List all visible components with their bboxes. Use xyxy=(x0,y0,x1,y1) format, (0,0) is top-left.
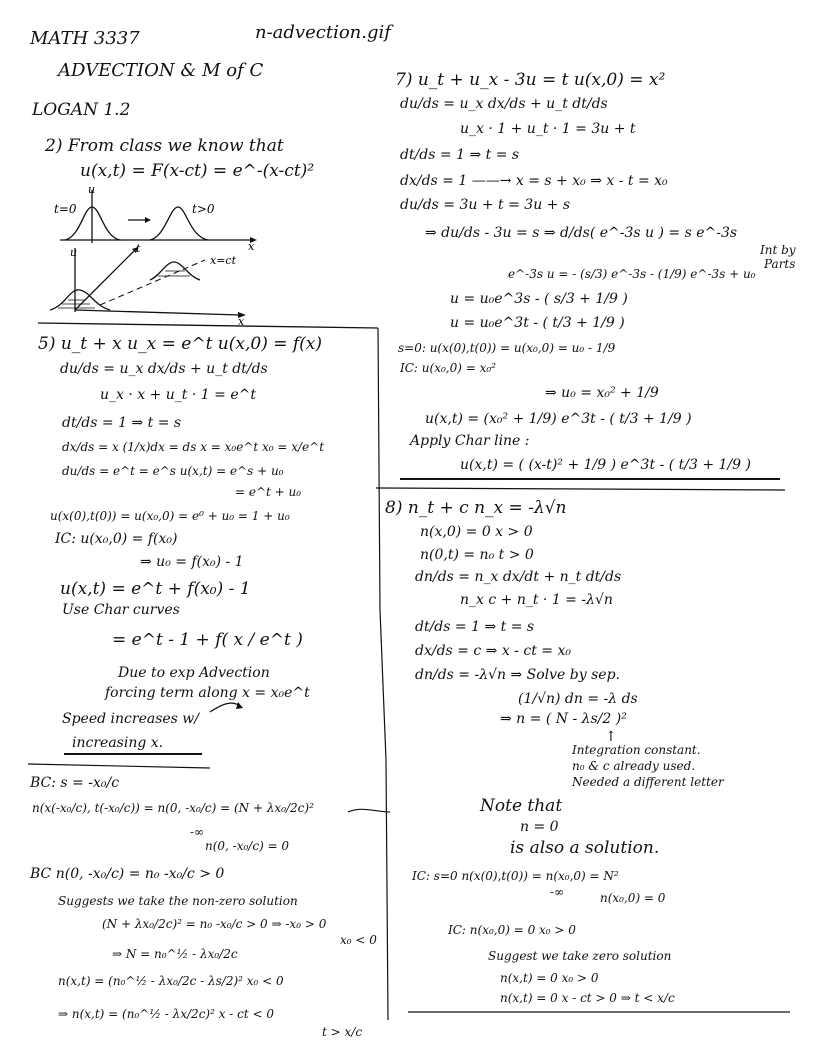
note-line-2: is also a solution. xyxy=(510,838,660,858)
bc-line-6: (N + λx₀/2c)² = n₀ -x₀/c > 0 ⇒ -x₀ > 0 xyxy=(102,917,327,931)
p5-line-7: u(x(0),t(0)) = u(x₀,0) = e⁰ + u₀ = 1 + u₀ xyxy=(50,509,290,523)
fig1-axis-x: x xyxy=(248,240,255,253)
p7-line-13: IC: u(x₀,0) = x₀² xyxy=(400,361,496,375)
bc-line-8: ⇒ N = n₀^½ - λx₀/2c xyxy=(112,947,238,961)
ic-line-6: n(x,t) = 0 x - ct > 0 ⇒ t < x/c xyxy=(500,991,675,1005)
p5-line-11: Use Char curves xyxy=(62,602,180,618)
p2-line-2: u(x,t) = F(x-ct) = e^-(x-ct)² xyxy=(80,161,315,181)
p8-line-3: dn/ds = n_x dx/dt + n_t dt/ds xyxy=(415,569,622,585)
ic-line-1: -∞ xyxy=(550,885,565,899)
bc-line-11: t > x/c xyxy=(322,1025,363,1039)
p5-line-12: = e^t - 1 + f( x / e^t ) xyxy=(112,630,303,650)
p5-line-15: Speed increases w/ xyxy=(62,711,199,727)
p8-line-2: n(0,t) = n₀ t > 0 xyxy=(420,547,534,563)
p7-line-2: u_x · 1 + u_t · 1 = 3u + t xyxy=(460,121,636,137)
bc-line-4: BC n(0, -x₀/c) = n₀ -x₀/c > 0 xyxy=(30,866,225,882)
p8-line-13: Needed a different letter xyxy=(572,775,724,789)
p5-line-1: du/ds = u_x dx/ds + u_t dt/ds xyxy=(60,361,268,377)
fig1-label-t0: t=0 xyxy=(54,202,77,216)
bc-line-5: Suggests we take the non-zero solution xyxy=(58,894,298,908)
fig1-label-t1: t>0 xyxy=(192,202,215,216)
bc-line-9: n(x,t) = (n₀^½ - λx₀/2c - λs/2)² x₀ < 0 xyxy=(58,974,284,988)
bc-line-2: -∞ xyxy=(190,825,205,839)
note-line-1: n = 0 xyxy=(520,819,559,835)
fig2-axis-u: u xyxy=(70,246,78,259)
p7-line-15: u(x,t) = (x₀² + 1/9) e^3t - ( t/3 + 1/9 ) xyxy=(425,411,692,427)
reference: LOGAN 1.2 xyxy=(32,100,131,120)
ic-line-0: IC: s=0 n(x(0),t(0)) = n(x₀,0) = N² xyxy=(412,869,619,883)
topic-title: ADVECTION & M of C xyxy=(58,60,264,81)
p8-line-8: (1/√n) dn = -λ ds xyxy=(518,691,638,707)
fig2-axis-x: x xyxy=(238,315,245,328)
p7-line-9: e^-3s u = - (s/3) e^-3s - (1/9) e^-3s + u₀ xyxy=(508,267,756,281)
p5-line-0: 5) u_t + x u_x = e^t u(x,0) = f(x) xyxy=(38,334,323,354)
p7-line-7: Int by xyxy=(760,243,796,257)
p5-line-2: u_x · x + u_t · 1 = e^t xyxy=(100,387,256,403)
p7-line-14: ⇒ u₀ = x₀² + 1/9 xyxy=(545,385,659,401)
bc-line-7: x₀ < 0 xyxy=(340,933,377,947)
bc-line-1: n(x(-x₀/c), t(-x₀/c)) = n(0, -x₀/c) = (N + λx₀/2c)² xyxy=(32,801,314,815)
file-name: n-advection.gif xyxy=(255,22,391,43)
p7-line-10: u = u₀e^3s - ( s/3 + 1/9 ) xyxy=(450,291,628,307)
p8-line-6: dx/ds = c ⇒ x - ct = x₀ xyxy=(415,643,571,659)
bc-line-0: BC: s = -x₀/c xyxy=(30,775,120,791)
p8-line-12: n₀ & c already used. xyxy=(572,759,696,773)
p5-line-5: du/ds = e^t = e^s u(x,t) = e^s + u₀ xyxy=(62,464,284,478)
ic-line-2: n(x₀,0) = 0 xyxy=(600,891,666,905)
p7-line-5: du/ds = 3u + t = 3u + s xyxy=(400,197,571,213)
fig2-axis-t: t xyxy=(136,242,141,255)
p8-line-7: dn/ds = -λ√n ⇒ Solve by sep. xyxy=(415,667,620,683)
course-title: MATH 3337 xyxy=(30,28,140,49)
p8-line-4: n_x c + n_t · 1 = -λ√n xyxy=(460,592,613,608)
p8-line-0: 8) n_t + c n_x = -λ√n xyxy=(385,498,567,518)
p5-line-4: dx/ds = x (1/x)dx = ds x = x₀e^t x₀ = x/e^t xyxy=(62,440,325,454)
p7-line-6: ⇒ du/ds - 3u = s ⇒ d/ds( e^-3s u ) = s e^-3s xyxy=(425,225,738,241)
p7-line-8: Parts xyxy=(764,257,796,271)
p5-line-6: = e^t + u₀ xyxy=(235,485,302,499)
p8-line-10: ↑ xyxy=(605,729,617,745)
p5-line-13: Due to exp Advection xyxy=(118,665,270,681)
note-line-0: Note that xyxy=(480,796,563,816)
p7-line-17: u(x,t) = ( (x-t)² + 1/9 ) e^3t - ( t/3 + 1/9 ) xyxy=(460,457,751,473)
p2-line-1: 2) From class we know that xyxy=(45,136,284,156)
p5-line-9: ⇒ u₀ = f(x₀) - 1 xyxy=(140,554,244,570)
bc-line-3: n(0, -x₀/c) = 0 xyxy=(205,839,290,853)
p7-line-11: u = u₀e^3t - ( t/3 + 1/9 ) xyxy=(450,315,625,331)
p8-line-1: n(x,0) = 0 x > 0 xyxy=(420,524,533,540)
p7-line-3: dt/ds = 1 ⇒ t = s xyxy=(400,147,520,163)
p8-line-11: Integration constant. xyxy=(572,743,701,757)
p7-line-16: Apply Char line : xyxy=(410,433,530,449)
p5-line-8: IC: u(x₀,0) = f(x₀) xyxy=(55,531,178,547)
ic-line-4: Suggest we take zero solution xyxy=(488,949,672,963)
ic-line-5: n(x,t) = 0 x₀ > 0 xyxy=(500,971,599,985)
fig1-axis-u: u xyxy=(88,183,96,196)
p5-line-16: increasing x. xyxy=(72,735,164,751)
ic-line-3: IC: n(x₀,0) = 0 x₀ > 0 xyxy=(448,923,576,937)
p8-line-5: dt/ds = 1 ⇒ t = s xyxy=(415,619,535,635)
p7-line-0: 7) u_t + u_x - 3u = t u(x,0) = x² xyxy=(395,70,666,90)
p7-line-4: dx/ds = 1 ——→ x = s + x₀ ⇒ x - t = x₀ xyxy=(400,173,668,189)
p5-line-14: forcing term along x = x₀e^t xyxy=(105,685,310,701)
fig2-char-line: x=ct xyxy=(210,254,237,267)
p5-line-10: u(x,t) = e^t + f(x₀) - 1 xyxy=(60,579,251,599)
p5-line-3: dt/ds = 1 ⇒ t = s xyxy=(62,415,182,431)
bc-line-10: ⇒ n(x,t) = (n₀^½ - λx/2c)² x - ct < 0 xyxy=(58,1007,275,1021)
p7-line-1: du/ds = u_x dx/ds + u_t dt/ds xyxy=(400,96,608,112)
p8-line-9: ⇒ n = ( N - λs/2 )² xyxy=(500,711,627,727)
p7-line-12: s=0: u(x(0),t(0)) = u(x₀,0) = u₀ - 1/9 xyxy=(398,341,616,355)
